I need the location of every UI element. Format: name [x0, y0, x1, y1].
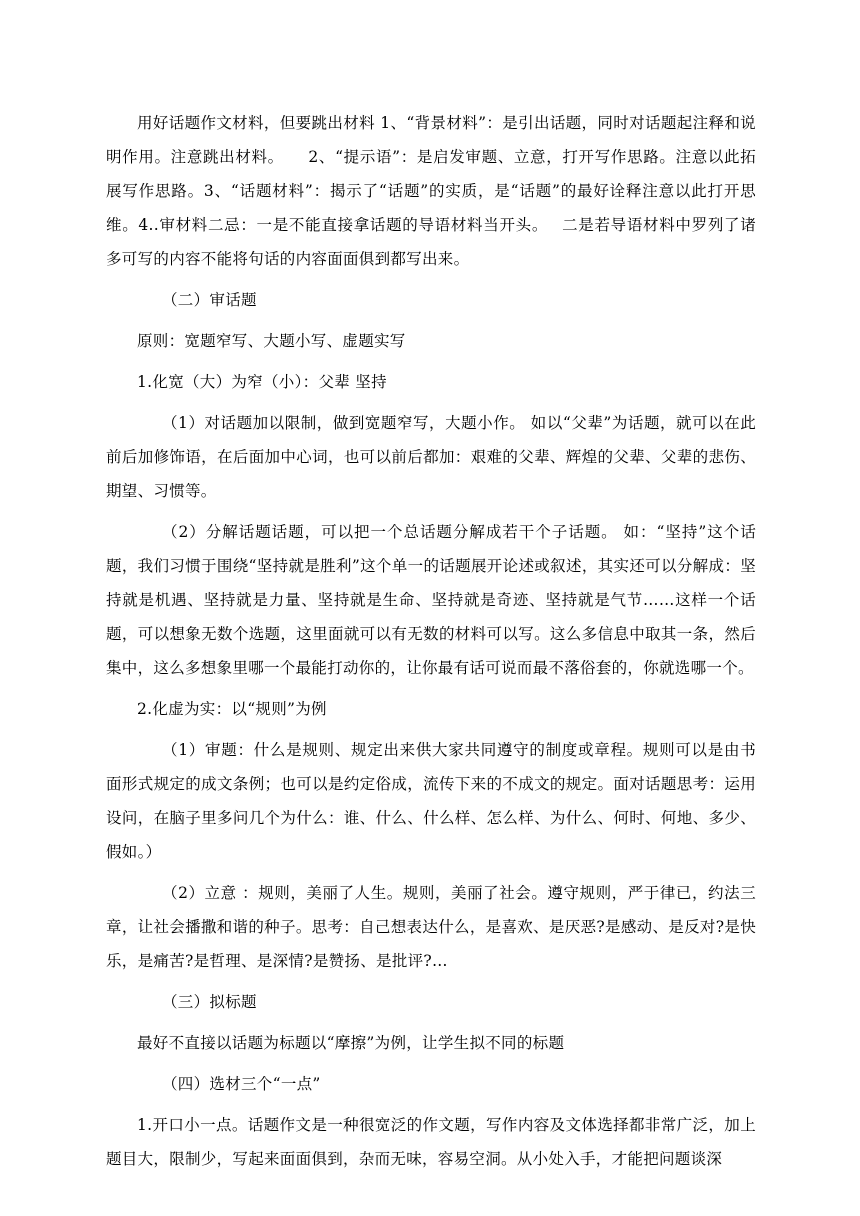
paragraph-decompose-topic: （2）分解话题话题，可以把一个总话题分解成若干个子话题。 如：“坚持”这个话题，我们习惯于围绕“坚持就是胜利”这个单一的话题展开论述或叙述，其实还可以分解成：坚持就是机遇、坚持就是力量、坚持就是生命、坚持就是奇迹、坚持就是气节……这样一个话题，可以想象无数个选题，这里面就可以有无数的材料可以写。这么多信息中取其一条，然后集中，这么多想象里哪一个最能打动你的，让你最有话可说而最不落俗套的，你就选哪一个。	[106, 523, 756, 677]
heading-review-topic: （二）审话题	[162, 291, 257, 309]
paragraph-small-opening: 1.开口小一点。话题作文是一种很宽泛的作文题，写作内容及文体选择都非常广泛，加上题目大，限制少，写起来面面俱到，杂而无味，容易空洞。从小处入手，才能把问题谈深	[106, 1116, 756, 1168]
heading-virtual-to-real: 2.化虚为实：以“规则”为例	[137, 700, 327, 718]
heading-select-material: （四）选材三个“一点”	[162, 1075, 321, 1093]
paragraph-limit-topic: （1）对话题加以限制，做到宽题窄写，大题小作。 如以“父辈”为话题，就可以在此前后加修饰语，在后面加中心词，也可以前后都加：艰难的父辈、辉煌的父辈、父辈的悲伤、期望、习惯等。	[106, 414, 756, 500]
paragraph-principle: 原则：宽题窄写、大题小写、虚题实写	[137, 332, 406, 350]
paragraph-examine-rules: （1）审题：什么是规则、规定出来供大家共同遵守的制度或章程。规则可以是由书面形式规定的成文条例；也可以是约定俗成，流传下来的不成文的规定。面对话题思考：运用设问，在脑子里多问几个为什么：谁、什么、什么样、怎么样、为什么、何时、何地、多少、假如。）	[106, 741, 756, 861]
paragraph-conception: （2）立意 ：规则，美丽了人生。规则，美丽了社会。遵守规则，严于律已，约法三章，让社会播撒和谐的种子。思考：自己想表达什么，是喜欢、是厌恶?是感动、是反对?是快乐，是痛苦?是哲理、是深情?是赞扬、是批评?…	[106, 884, 756, 970]
paragraph-topic-materials: 用好话题作文材料，但要跳出材料 1、“背景材料”：是引出话题，同时对话题起注释和说明作用。注意跳出材料。 2、“提示语”：是启发审题、立意，打开写作思路。注意以此拓展写作思路。3、“话题材料”：揭示了“话题”的实质，是“话题”的最好诠释注意以此打开思维。4..审材料二忌：一是不能直接拿话题的导语材料当开头。 二是若导语材料中罗列了诸多可写的内容不能将句话的内容面面俱到都写出来。	[106, 114, 756, 268]
document-page	[106, 106, 756, 1176]
heading-draft-title: （三）拟标题	[162, 993, 257, 1011]
paragraph-title-example: 最好不直接以话题为标题以“摩擦”为例，让学生拟不同的标题	[137, 1034, 565, 1052]
heading-wide-to-narrow: 1.化宽（大）为窄（小）：父辈 坚持	[137, 373, 387, 391]
